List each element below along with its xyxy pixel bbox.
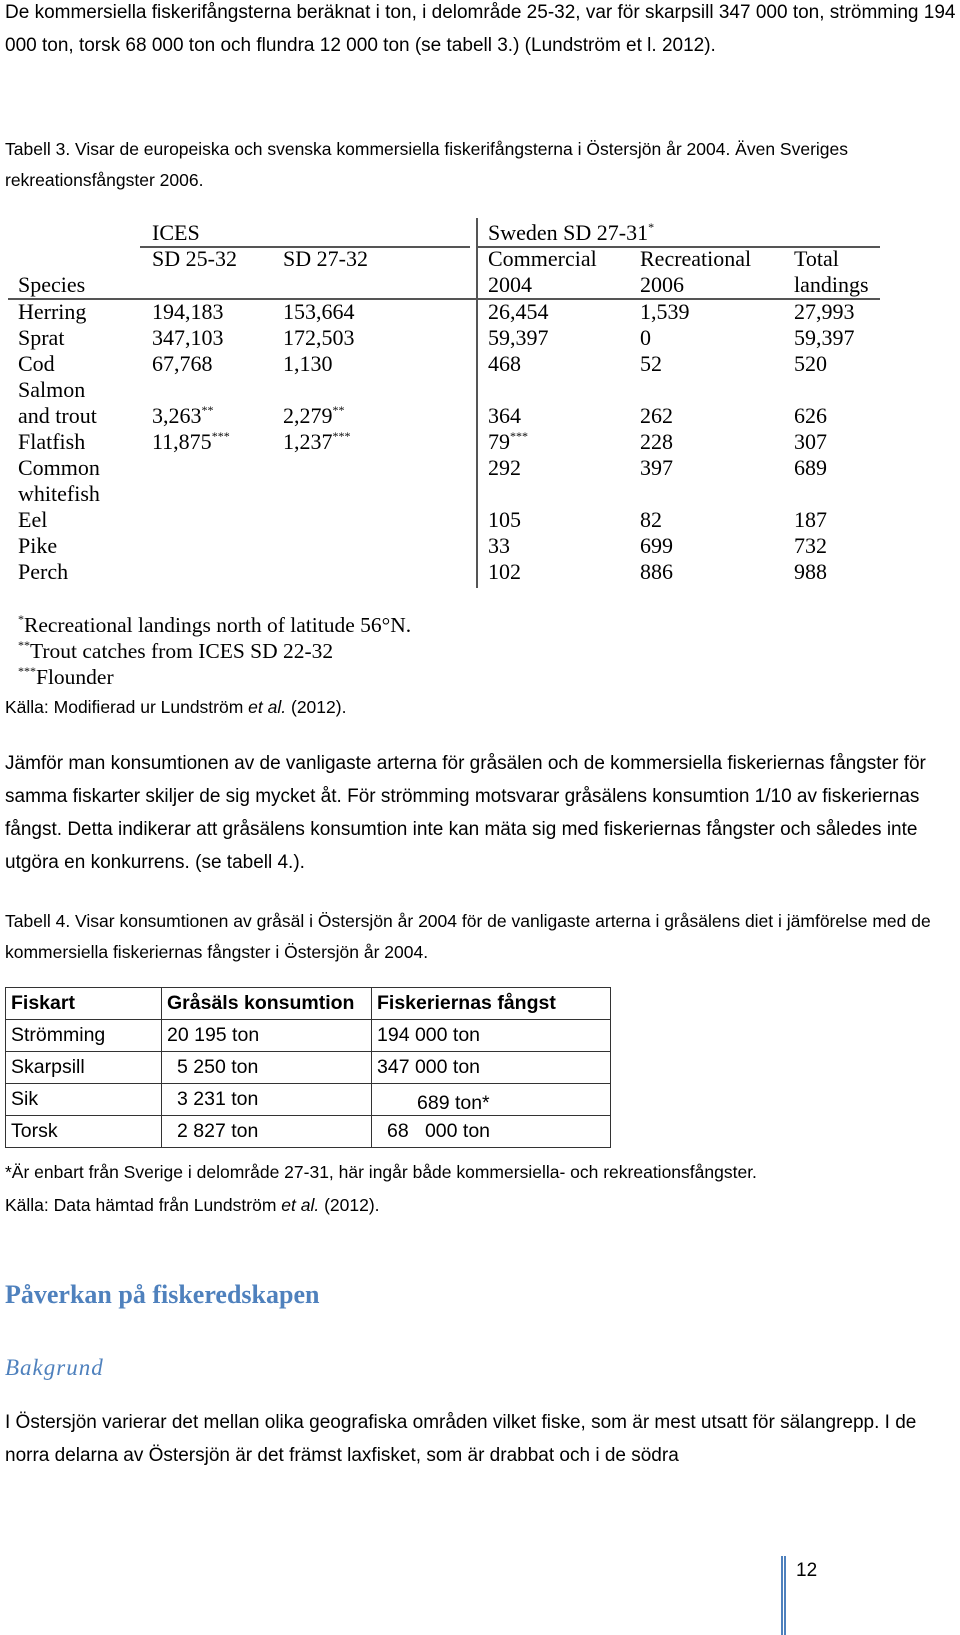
table3-cell-species [18, 559, 68, 585]
table3-cell-species [18, 403, 97, 429]
table3-cell-value: 689 [794, 455, 827, 480]
page-number-rule [781, 1556, 786, 1635]
table3-cell-value: 886 [640, 559, 673, 584]
table3-cell-recreational [640, 403, 673, 429]
table3-col-recreational: Recreational [640, 246, 752, 271]
table3-cell-recreational [640, 299, 690, 325]
table3-cell-total [794, 507, 827, 533]
subsection-heading: Bakgrund [5, 1355, 104, 1380]
table3-cell-sd2731 [283, 351, 333, 380]
table3-cell-recreational [640, 533, 673, 559]
table4 [5, 987, 611, 1148]
table3-cell-total [794, 351, 827, 377]
table3-cell-commercial [488, 507, 521, 536]
table3-cell-total [794, 533, 827, 559]
footnote-3-mark: *** [18, 664, 36, 678]
table3-cell-value: 27,993 [794, 299, 855, 324]
table4-cell: Skarpsill [6, 1052, 162, 1084]
table4-source-suffix: (2012). [319, 1195, 380, 1215]
table3-cell-value: 732 [794, 533, 827, 558]
table4-header-row [6, 988, 611, 1020]
table3-source-prefix: Källa: Modifierad ur Lundström [5, 697, 249, 717]
table3-col-sd2731: SD 27-32 [283, 246, 368, 271]
table3-group-sweden-label: Sweden SD 27-31 [488, 220, 649, 245]
table3-cell-value: 102 [488, 559, 521, 584]
table3-cell-sd2731 [283, 429, 351, 458]
table3-cell-value: 105 [488, 507, 521, 532]
table3-col-total: Total [794, 246, 839, 271]
table3-cell-value: 172,503 [283, 325, 355, 350]
table3-cell-value: 52 [640, 351, 662, 376]
table3-footnote-1 [18, 612, 411, 641]
table3-cell-value: 1,130 [283, 351, 333, 376]
table3-cell-value: 26,454 [488, 299, 549, 324]
table3-cell-value: 33 [488, 533, 510, 558]
table3-cell-total [794, 429, 827, 455]
table3-cell-value: Salmon [18, 377, 86, 402]
table3-group-sweden-mark: * [648, 220, 655, 234]
table3-cell-value: 82 [640, 507, 662, 532]
table3-cell-value: 59,397 [488, 325, 549, 350]
table4-cell: 68 000 ton [372, 1116, 611, 1148]
table3-cell-total [794, 325, 855, 351]
table4-cell: 2 827 ton [162, 1116, 372, 1148]
table3-source-suffix: (2012). [286, 697, 347, 717]
table3-cell-total [794, 559, 827, 585]
table4-note: *Är enbart från Sverige i delområde 27-31, här ingår både kommersiella- och rekreationsfångster. [5, 1162, 757, 1182]
table4-source-etal: et al. [281, 1195, 320, 1215]
table3-col-total-sub: landings [794, 272, 869, 297]
compare-paragraph: Jämför man konsumtionen av de vanligaste arterna för gråsälen och de kommersiella fiskeriernas fångster för samma fiskarter skiljer de sig mycket åt. För strömming motsvarar gråsälens konsumtion 1/10 av fiskeriernas fångst. Detta indikerar att gråsälens konsumtion inte kan mäta sig med fiskeriernas fångster och således inte utgöra en konkurrens. (se tabell 4.). [5, 753, 926, 873]
table3-cell-species [18, 533, 57, 559]
table3-rule-header [8, 298, 880, 300]
table4-cell: Torsk [6, 1116, 162, 1148]
table3-cell-mark: *** [510, 429, 528, 443]
intro-paragraph: De kommersiella fiskerifångsterna beräknat i ton, i delområde 25-32, var för skarpsill 347 000 ton, strömming 194 000 ton, torsk 68 000 ton och flundra 12 000 ton (se tabell 3.) (Lundström et l. 2012). [5, 2, 956, 56]
table3-footnote-2 [18, 638, 333, 667]
table3-cell-value: 0 [640, 325, 651, 350]
table3-cell-value: Herring [18, 299, 87, 324]
table3-cell-value: 1,237 [283, 429, 333, 454]
table-row [6, 1020, 611, 1052]
table3-cell-value: 626 [794, 403, 827, 428]
table3-cell-commercial [488, 325, 549, 354]
table3-cell-value: 153,664 [283, 299, 355, 324]
table3-cell-species [18, 325, 64, 351]
table-row [6, 1084, 611, 1116]
table3-cell-mark: ** [332, 403, 345, 417]
table3-cell-recreational [640, 507, 662, 533]
table3-cell-commercial [488, 533, 510, 562]
table3-source [5, 697, 346, 718]
table3-cell-value: Perch [18, 559, 69, 584]
table3-cell-value: 228 [640, 429, 673, 454]
table3-cell-species [18, 351, 55, 377]
table3-cell-total [794, 403, 827, 429]
table3-cell-sd2532 [152, 299, 224, 328]
table3-cell-mark: *** [332, 429, 351, 443]
table3-cell-recreational [640, 325, 651, 351]
table-row [6, 1052, 611, 1084]
table4-cell: 5 250 ton [162, 1052, 372, 1084]
table3-cell-value: 1,539 [640, 299, 690, 324]
table4-cell: Strömming [6, 1020, 162, 1052]
table3-cell-value: 397 [640, 455, 673, 480]
table3-cell-value: 2,279 [283, 403, 333, 428]
table3-cell-value: whitefish [18, 481, 100, 506]
table3-cell-value: 3,263 [152, 403, 202, 428]
table3-cell-value: Cod [18, 351, 55, 376]
table3-cell-recreational [640, 559, 673, 585]
table3-cell-value: 11,875 [152, 429, 212, 454]
table3-cell-sd2731 [283, 299, 355, 328]
table3-cell-value: and trout [18, 403, 97, 428]
table3-cell-commercial [488, 351, 521, 380]
table3-cell-species [18, 429, 85, 455]
table3-cell-species [18, 507, 47, 533]
table3-cell-value: Flatfish [18, 429, 86, 454]
table4-cell: 3 231 ton [162, 1084, 372, 1116]
table3-cell-species [18, 455, 100, 481]
table3-col-species: Species [18, 272, 86, 297]
table4-header-cell: Fiskart [6, 988, 162, 1020]
table3-cell-recreational [640, 455, 673, 481]
table3-cell-sd2532 [152, 351, 213, 380]
table3-cell-value: 292 [488, 455, 521, 480]
table4-caption: Tabell 4. Visar konsumtionen av gråsäl i Östersjön år 2004 för de vanligaste arterna i gråsälens diet i jämförelse med de kommersiella fiskeriernas fångster i Östersjön år 2004. [5, 911, 931, 962]
table3-cell-sd2532 [152, 429, 230, 458]
table3-cell-commercial [488, 299, 549, 328]
table3-cell-sd2731 [283, 325, 355, 354]
background-paragraph: I Östersjön varierar det mellan olika geografiska områden vilket fiske, som är mest utsatt för sälangrepp. I de norra delarna av Östersjön är det främst laxfisket, som är drabbat och i de södra [5, 1412, 917, 1466]
table3-cell-value: 262 [640, 403, 673, 428]
table3-cell-species [18, 377, 85, 403]
section-heading: Påverkan på fiskeredskapen [5, 1280, 320, 1309]
table3-cell-value: 520 [794, 351, 827, 376]
table4-source-prefix: Källa: Data hämtad från Lundström [5, 1195, 282, 1215]
footnote-1-mark: * [18, 612, 24, 626]
table3-cell-value: 79 [488, 429, 510, 454]
table4-source [5, 1195, 380, 1216]
table4-header-cell: Gråsäls konsumtion [162, 988, 372, 1020]
table3-cell-value: 364 [488, 403, 521, 428]
table3-cell-value: 988 [794, 559, 827, 584]
table3-cell-commercial [488, 429, 528, 458]
table3-col-commercial: Commercial [488, 246, 597, 271]
table3-cell-commercial [488, 455, 521, 484]
table4-cell: 194 000 ton [372, 1020, 611, 1052]
table4-cell: Sik [6, 1084, 162, 1116]
table3-cell-value: Common [18, 455, 100, 480]
table3-cell-recreational [640, 429, 673, 455]
table3-group-ices: ICES [152, 220, 200, 245]
table3-footnote-3 [18, 664, 114, 693]
table4-cell: 20 195 ton [162, 1020, 372, 1052]
table3-col-recreational-year: 2006 [640, 272, 684, 297]
table3-cell-species [18, 481, 100, 507]
table-row [6, 1116, 611, 1148]
table3-cell-value: 187 [794, 507, 827, 532]
table3-cell-recreational [640, 351, 662, 377]
table3-cell-value: Pike [18, 533, 58, 558]
footnote-3-text: Flounder [36, 665, 114, 689]
table3-source-etal: et al. [248, 697, 287, 717]
table3-cell-total [794, 455, 827, 481]
footnote-2-mark: ** [18, 638, 30, 652]
table3-cell-value: Eel [18, 507, 48, 532]
table3-cell-value: 699 [640, 533, 673, 558]
table3-col-commercial-year: 2004 [488, 272, 532, 297]
table4-cell: 347 000 ton [372, 1052, 611, 1084]
table3-cell-value: 307 [794, 429, 827, 454]
table3-cell-value: 468 [488, 351, 521, 376]
table3-group-sweden [488, 220, 654, 249]
table4-header-cell: Fiskeriernas fångst [372, 988, 611, 1020]
table3-cell-species [18, 299, 86, 325]
table4-cell: 689 ton* [372, 1084, 611, 1116]
table3-cell-commercial [488, 559, 521, 588]
table3-cell-value: 194,183 [152, 299, 224, 324]
page-number: 12 [796, 1560, 818, 1581]
table3-col-sd2532: SD 25-32 [152, 246, 237, 271]
table3-caption: Tabell 3. Visar de europeiska och svenska kommersiella fiskerifångsterna i Östersjön år 2004. Även Sveriges rekreationsfångster 2006. [5, 139, 849, 190]
table3-cell-sd2532 [152, 403, 214, 432]
table3-cell-mark: *** [211, 429, 230, 443]
table3-cell-value: 347,103 [152, 325, 224, 350]
table3-cell-total [794, 299, 855, 325]
table3-cell-value: Sprat [18, 325, 65, 350]
table3-divider [476, 218, 478, 588]
table3-cell-value: 59,397 [794, 325, 855, 350]
footnote-1-text: Recreational landings north of latitude 56°N. [24, 613, 412, 637]
table3-cell-sd2532 [152, 325, 224, 354]
table3-cell-commercial [488, 403, 521, 432]
table3 [0, 0, 960, 690]
footnote-2-text: Trout catches from ICES SD 22-32 [30, 639, 334, 663]
table3-cell-value: 67,768 [152, 351, 213, 376]
table3-cell-mark: ** [201, 403, 214, 417]
table3-cell-sd2731 [283, 403, 345, 432]
